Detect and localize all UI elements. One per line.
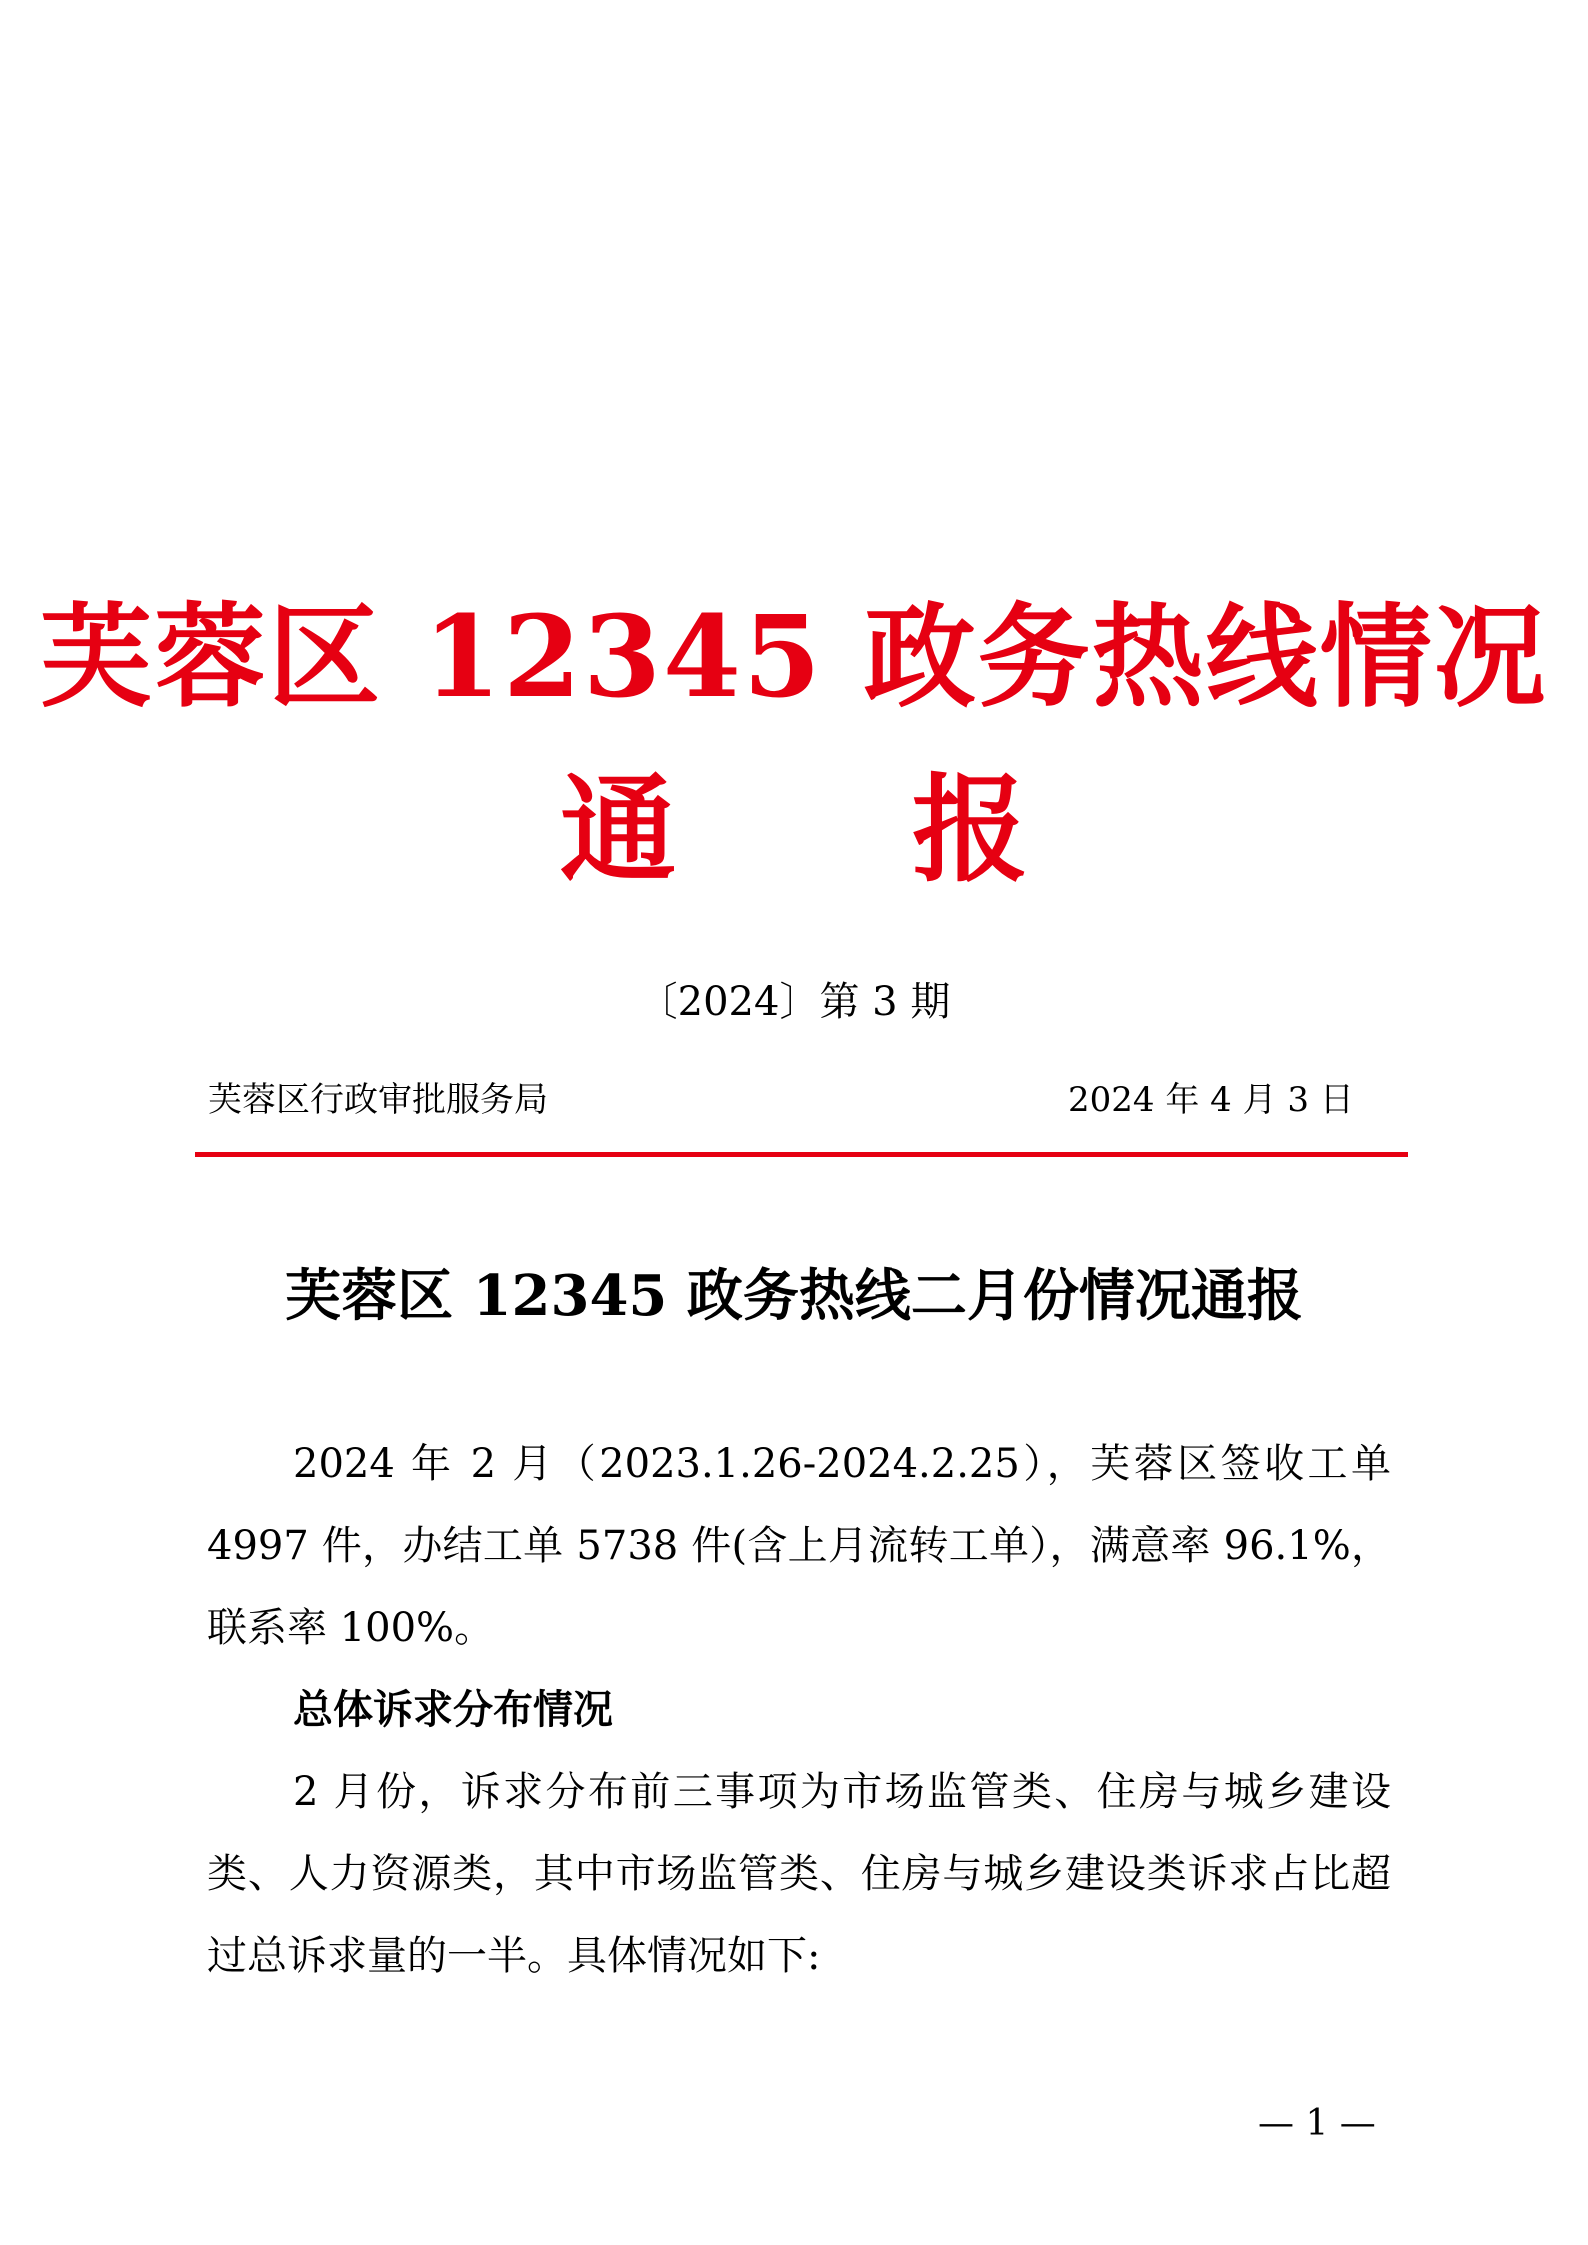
- intro-paragraph-container: [207, 1423, 1391, 1669]
- masthead-title-line2: [0, 760, 1588, 900]
- document-title: 芙蓉区 12345 政务热线二月份情况通报: [285, 1263, 1303, 1329]
- issue-date: 2024 年 4 月 3 日: [1068, 1080, 1354, 1120]
- issuing-authority: 芙蓉区行政审批服务局: [208, 1080, 548, 1120]
- issue-number: 〔2024〕第 3 期: [637, 979, 951, 1025]
- distribution-paragraph-container: [207, 1751, 1391, 1997]
- masthead-char-bao: 报: [912, 762, 1028, 898]
- masthead-title-line1: 芙蓉区 12345 政务热线情况: [40, 592, 1548, 723]
- intro-paragraph: 2024 年 2 月（2023.1.26-2024.2.25），芙蓉区签收工单 4997 件，办结工单 5738 件(含上月流转工单），满意率 96.1%，联系率 100%。: [207, 1441, 1391, 1651]
- page-number: — 1 —: [1258, 2103, 1376, 2144]
- distribution-paragraph: 2 月份，诉求分布前三事项为市场监管类、住房与城乡建设类、人力资源类，其中市场监管类、住房与城乡建设类诉求占比超过总诉求量的一半。具体情况如下:: [207, 1769, 1391, 1979]
- red-divider-line: [195, 1152, 1408, 1157]
- masthead-char-tong: 通: [560, 762, 676, 898]
- section-heading: 总体诉求分布情况: [293, 1687, 613, 1733]
